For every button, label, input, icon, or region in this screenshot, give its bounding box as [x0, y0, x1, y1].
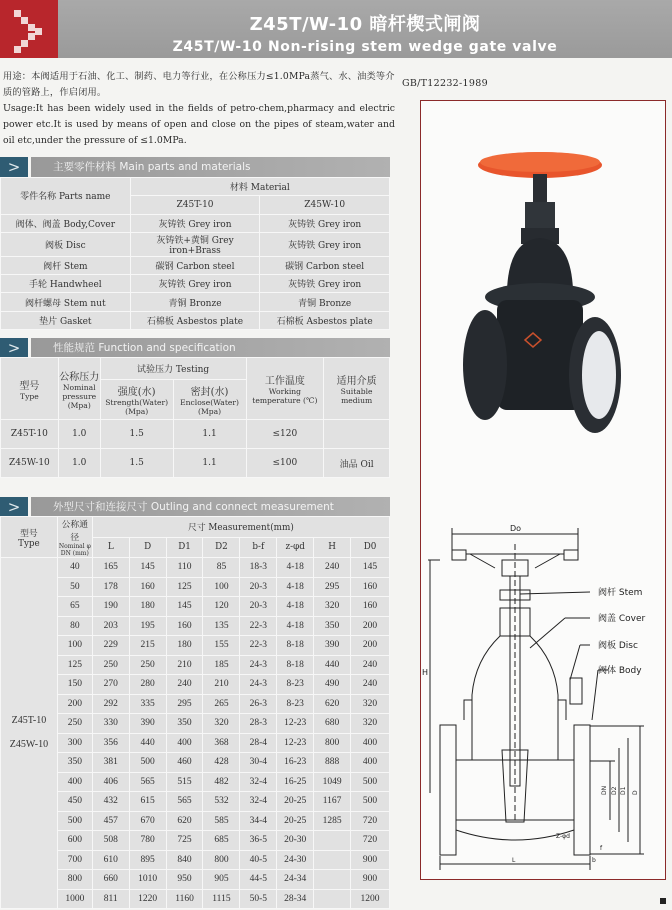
table-row: 80 203 195 160 135 22-3 4-18 350 200 — [1, 616, 390, 636]
header-material: 材料 Material — [130, 178, 389, 196]
header-model: Z45T-10 — [130, 196, 260, 214]
chevron-right-icon: > — [0, 497, 28, 517]
header-type: 型号 Type — [1, 517, 58, 558]
technical-drawing — [420, 520, 666, 880]
usage-en: Usage:It has been widely used in the fields of petro-chem,pharmacy and electric power etc.It is used by means of open and close on the pipes of steam,water and oil etc,under the pressure of ≤1.0MPa. — [3, 103, 395, 146]
svg-text:DN: DN — [601, 785, 608, 795]
page-title: Z45T/W-10 暗杆楔式闸阀 — [249, 14, 481, 35]
label-stem: 阀杆 Stem — [598, 588, 643, 598]
header-type: 型号 Type — [1, 358, 59, 420]
table-row: 400 406 565 515 482 32-4 16-25 1049 500 — [1, 772, 390, 792]
header-model: Z45W-10 — [260, 196, 390, 214]
table-row: 1000 811 1220 1160 1115 50-5 28-34 1200 — [1, 889, 390, 909]
svg-text:Z-φd: Z-φd — [556, 833, 570, 840]
header-enclose: 密封(水) Enclose(Water) (Mpa) — [173, 380, 246, 420]
chevron-right-icon: > — [0, 338, 28, 358]
section-header-spec — [0, 338, 390, 358]
header-col: b-f — [240, 537, 277, 558]
table-row: 350 381 500 460 428 30-4 16-23 888 400 — [1, 753, 390, 773]
svg-text:D1: D1 — [620, 786, 627, 795]
table-row: 阀板 Disc 灰铸铁+黄铜 Grey iron+Brass 灰铸铁 Grey iron — [1, 232, 390, 256]
table-row: Z45T-10 1.0 1.5 1.1 ≤120 — [1, 420, 390, 449]
table-row: 125 250 250 210 185 24-3 8-18 440 240 — [1, 655, 390, 675]
section-header-dimensions — [0, 497, 390, 517]
usage-description — [3, 69, 395, 149]
header-col: H — [314, 537, 351, 558]
chevron-logo-icon — [0, 0, 58, 58]
label-disc: 阀板 Disc — [598, 641, 638, 651]
page-marker — [660, 898, 666, 904]
table-row: Z45T-10 Z45W-10 40 165 145 110 85 18-3 4-18 240 145 — [1, 558, 390, 578]
header-parts-name: 零件名称 Parts name — [1, 178, 131, 215]
section-title: 主要零件材料 Main parts and materials — [31, 157, 390, 177]
svg-text:f: f — [600, 845, 603, 852]
svg-text:b: b — [592, 857, 596, 864]
section-title: 外型尺寸和连接尺寸 Outling and connect measurement — [31, 497, 390, 517]
table-row: 垫片 Gasket 石棉板 Asbestos plate 石棉板 Asbestos plate — [1, 311, 390, 329]
header-nominal: 公称压力 Nominal pressure (Mpa) — [58, 358, 100, 420]
table-row: 800 660 1010 950 905 44-5 24-34 900 — [1, 870, 390, 890]
table-row: 阀杆 Stem 碳钢 Carbon steel 碳钢 Carbon steel — [1, 256, 390, 274]
table-row: Z45W-10 1.0 1.5 1.1 ≤100 油品 Oil — [1, 449, 390, 478]
standard-code: GB/T12232-1989 — [402, 78, 488, 89]
table-row: 阀体、阀盖 Body,Cover 灰铸铁 Grey iron 灰铸铁 Grey iron — [1, 214, 390, 232]
table-row: 65 190 180 145 120 20-3 4-18 320 160 — [1, 597, 390, 617]
table-row: 200 292 335 295 265 26-3 8-23 620 320 — [1, 694, 390, 714]
table-row: 250 330 390 350 320 28-3 12-23 680 320 — [1, 714, 390, 734]
section-title: 性能规范 Function and specification — [31, 338, 390, 358]
header-col: D0 — [351, 537, 390, 558]
specification-table — [0, 357, 390, 478]
table-row: 150 270 280 240 210 24-3 8-23 490 240 — [1, 675, 390, 695]
header-col: z-φd — [277, 537, 314, 558]
svg-text:D: D — [632, 790, 639, 795]
table-row: 阀杆螺母 Stem nut 青铜 Bronze 青铜 Bronze — [1, 293, 390, 311]
section-header-parts — [0, 157, 390, 177]
label-h: H — [422, 668, 429, 677]
valve-photo — [445, 140, 635, 460]
table-row: 手轮 Handwheel 灰铸铁 Grey iron 灰铸铁 Grey iron — [1, 275, 390, 293]
chevron-right-icon: > — [0, 157, 28, 177]
table-row: 50 178 160 125 100 20-3 4-18 295 160 — [1, 577, 390, 597]
usage-cn: 用途：本阀适用于石油、化工、制药、电力等行业，在公称压力≤1.0MPa蒸气、水、油类等介质的管路上，作启闭用。 — [3, 71, 395, 98]
header-strength: 强度(水) Strength(Water) (Mpa) — [100, 380, 173, 420]
label-body: 阀体 Body — [598, 666, 642, 676]
label-cover: 阀盖 Cover — [598, 614, 646, 624]
table-row: 450 432 615 565 532 32-4 20-25 1167 500 — [1, 792, 390, 812]
svg-text:D2: D2 — [611, 786, 618, 795]
table-row: 600 508 780 725 685 36-5 20-30 720 — [1, 831, 390, 851]
table-row: 500 457 670 620 585 34-4 20-25 1285 720 — [1, 811, 390, 831]
page-subtitle: Z45T/W-10 Non-rising stem wedge gate valve — [172, 39, 558, 55]
svg-text:L: L — [512, 857, 516, 864]
parts-materials-table — [0, 177, 390, 330]
table-row: 300 356 440 400 368 28-4 12-23 800 400 — [1, 733, 390, 753]
header-col: D2 — [203, 537, 240, 558]
header-col: D1 — [166, 537, 203, 558]
header-col: D — [129, 537, 166, 558]
header-medium: 适用介质 Suitable medium — [324, 358, 390, 420]
type-cell: Z45T-10 Z45W-10 — [1, 558, 58, 909]
label-d0: Do — [510, 524, 522, 533]
table-row: 100 229 215 180 155 22-3 8-18 390 200 — [1, 636, 390, 656]
dimensions-table — [0, 516, 390, 909]
header-testing: 试验压力 Testing — [100, 358, 246, 380]
header-dn: 公称通径 Nominal φ DN (mm) — [57, 517, 92, 558]
header-measurement: 尺寸 Measurement(mm) — [92, 517, 389, 538]
title-banner — [0, 0, 672, 58]
header-temperature: 工作温度 Working temperature (℃) — [246, 358, 324, 420]
header-col: L — [92, 537, 129, 558]
table-row: 700 610 895 840 800 40-5 24-30 900 — [1, 850, 390, 870]
